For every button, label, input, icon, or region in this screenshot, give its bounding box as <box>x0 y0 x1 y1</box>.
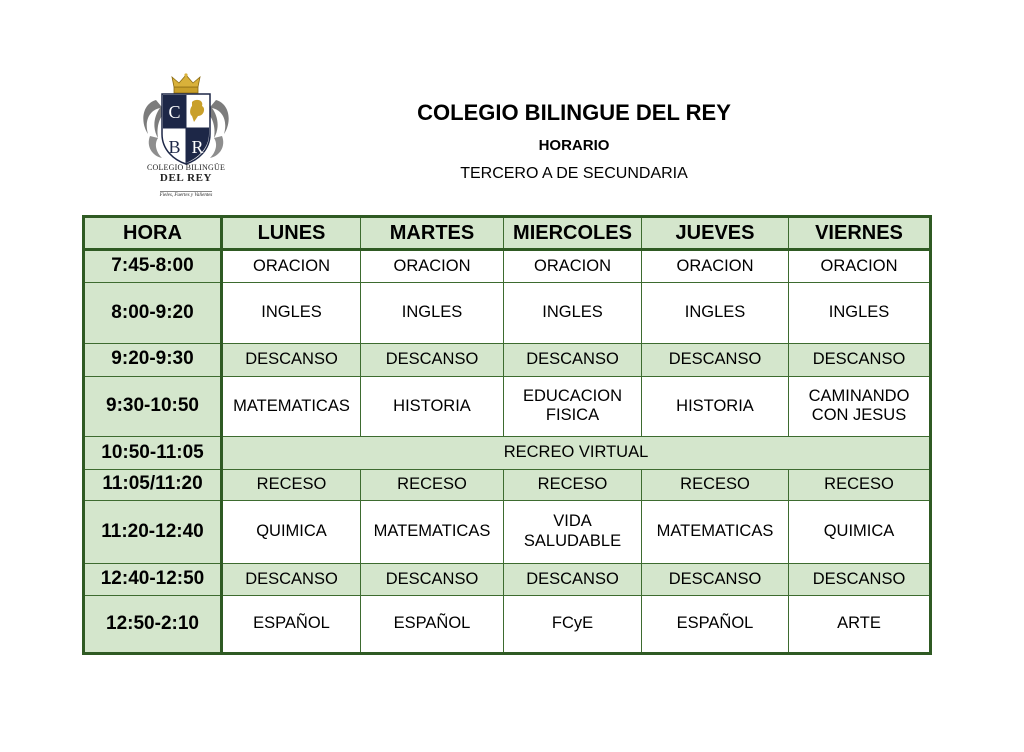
class-cell: ESPAÑOL <box>642 596 789 654</box>
schedule-header-row <box>84 217 931 250</box>
class-cell: DESCANSO <box>222 563 361 595</box>
class-cell: HISTORIA <box>642 376 789 437</box>
class-cell: INGLES <box>504 283 642 344</box>
class-cell: INGLES <box>361 283 504 344</box>
schedule-row <box>84 250 931 283</box>
day-header-jueves: JUEVES <box>642 217 789 250</box>
class-cell: QUIMICA <box>789 501 931 564</box>
schedule-table <box>82 215 932 655</box>
class-cell: DESCANSO <box>789 344 931 376</box>
time-slot: 9:20-9:30 <box>84 344 222 376</box>
class-cell: FCyE <box>504 596 642 654</box>
svg-text:C: C <box>168 102 181 122</box>
logo-caption-line1: COLEGIO BILINGÜE <box>146 163 226 172</box>
svg-text:R: R <box>191 137 204 157</box>
recreo-virtual-cell: RECREO VIRTUAL <box>222 437 931 469</box>
day-header-viernes: VIERNES <box>789 217 931 250</box>
school-title: COLEGIO BILINGUE DEL REY <box>417 100 731 125</box>
time-slot: 12:40-12:50 <box>84 563 222 595</box>
schedule-row <box>84 437 931 469</box>
class-cell: RECESO <box>642 469 789 500</box>
class-cell: QUIMICA <box>222 501 361 564</box>
schedule-row <box>84 563 931 595</box>
time-slot: 12:50-2:10 <box>84 596 222 654</box>
class-cell: ARTE <box>789 596 931 654</box>
schedule-row <box>84 501 931 564</box>
class-cell: MATEMATICAS <box>361 501 504 564</box>
class-cell: MATEMATICAS <box>642 501 789 564</box>
logo-motto: Fieles, Fuertes y Valientes <box>159 193 213 198</box>
class-cell: ORACION <box>361 250 504 283</box>
class-cell: DESCANSO <box>361 344 504 376</box>
class-cell: DESCANSO <box>642 563 789 595</box>
class-cell: RECESO <box>789 469 931 500</box>
class-cell: ORACION <box>222 250 361 283</box>
time-slot: 11:20-12:40 <box>84 501 222 564</box>
time-slot: 9:30-10:50 <box>84 376 222 437</box>
class-cell: ORACION <box>789 250 931 283</box>
class-cell: INGLES <box>789 283 931 344</box>
logo-caption-line2: DEL REY <box>159 172 213 184</box>
class-cell: DESCANSO <box>222 344 361 376</box>
day-header-miercoles: MIERCOLES <box>504 217 642 250</box>
class-cell: VIDA SALUDABLE <box>504 501 642 564</box>
schedule-row <box>84 469 931 500</box>
class-cell: DESCANSO <box>504 344 642 376</box>
hour-column-header: HORA <box>84 217 222 250</box>
class-cell: ORACION <box>642 250 789 283</box>
class-cell: DESCANSO <box>789 563 931 595</box>
grade-label: TERCERO A DE SECUNDARIA <box>460 165 688 182</box>
class-cell: ORACION <box>504 250 642 283</box>
svg-text:B: B <box>168 137 181 157</box>
crown-icon <box>172 73 200 93</box>
class-cell: DESCANSO <box>642 344 789 376</box>
class-cell: INGLES <box>222 283 361 344</box>
class-cell: CAMINANDO CON JESUS <box>789 376 931 437</box>
class-cell: EDUCACION FISICA <box>504 376 642 437</box>
schedule-row <box>84 344 931 376</box>
day-header-lunes: LUNES <box>222 217 361 250</box>
time-slot: 7:45-8:00 <box>84 250 222 283</box>
schedule-row <box>84 596 931 654</box>
schedule-row <box>84 283 931 344</box>
class-cell: ESPAÑOL <box>361 596 504 654</box>
schedule-row <box>84 376 931 437</box>
class-cell: DESCANSO <box>504 563 642 595</box>
class-cell: RECESO <box>361 469 504 500</box>
class-cell: HISTORIA <box>361 376 504 437</box>
class-cell: MATEMATICAS <box>222 376 361 437</box>
logo-caption <box>130 164 242 200</box>
day-header-martes: MARTES <box>361 217 504 250</box>
class-cell: RECESO <box>504 469 642 500</box>
time-slot: 8:00-9:20 <box>84 283 222 344</box>
time-slot: 10:50-11:05 <box>84 437 222 469</box>
class-cell: DESCANSO <box>361 563 504 595</box>
class-cell: RECESO <box>222 469 361 500</box>
time-slot: 11:05/11:20 <box>84 469 222 500</box>
class-cell: INGLES <box>642 283 789 344</box>
document-subtitle: HORARIO <box>538 137 610 154</box>
class-cell: ESPAÑOL <box>222 596 361 654</box>
